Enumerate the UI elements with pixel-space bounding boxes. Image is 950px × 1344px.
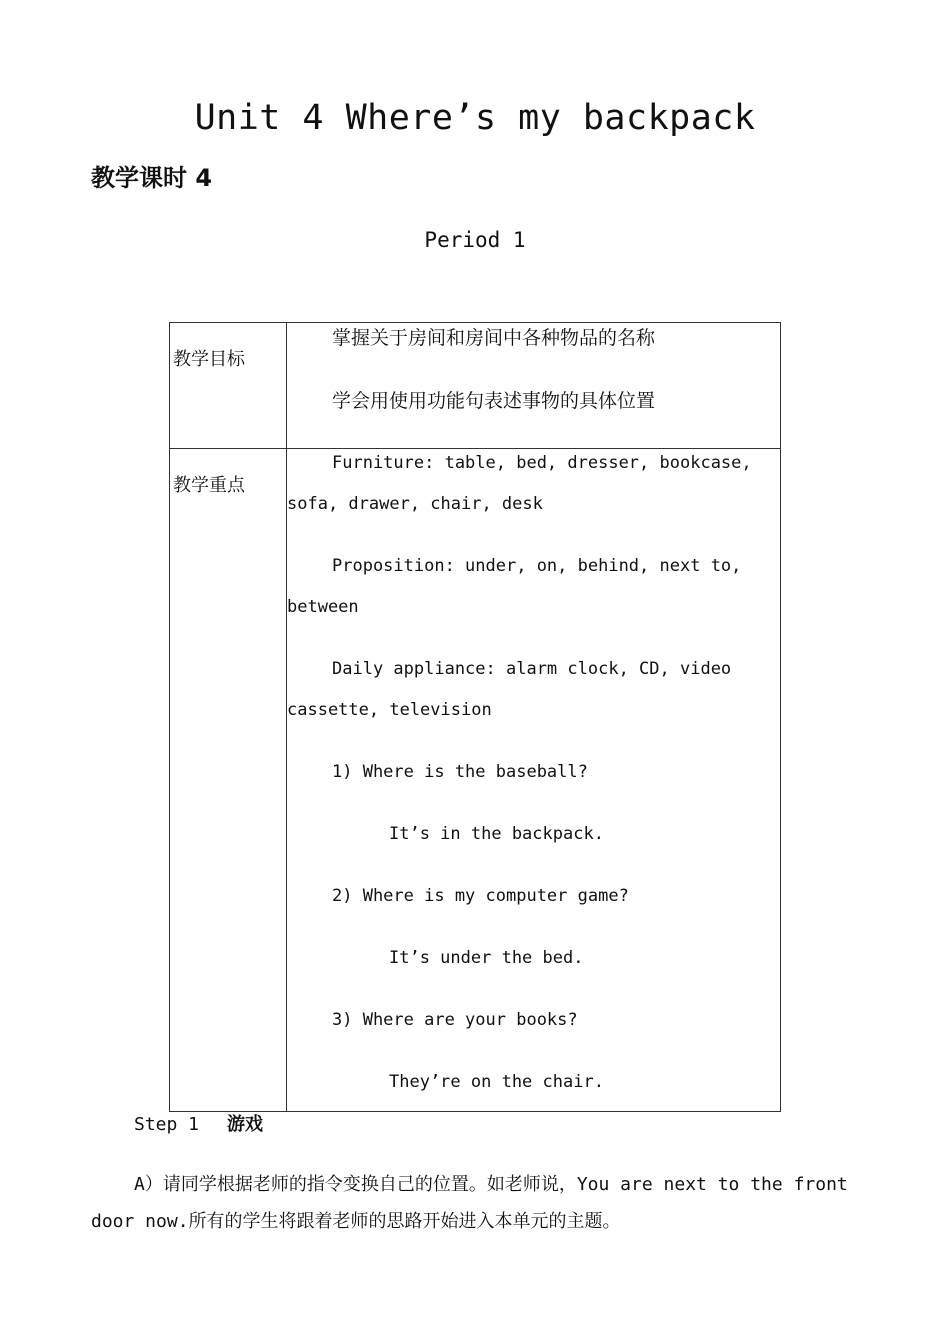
- objective-line: 掌握关于房间和房间中各种物品的名称: [332, 327, 656, 349]
- proposition-text: Proposition: under, on, behind, next to, between: [287, 556, 742, 617]
- answer-1: It’s in the backpack.: [389, 824, 604, 844]
- step-heading: [134, 1110, 263, 1136]
- furniture-text: Furniture: table, bed, dresser, bookcase, sofa, drawer, chair, desk: [287, 453, 752, 514]
- objectives-cell: [287, 323, 781, 449]
- table-row: [170, 323, 781, 449]
- step-label: Step 1: [134, 1114, 200, 1135]
- question-2: 2) Where is my computer game?: [332, 886, 629, 906]
- period-heading: Period 1: [424, 228, 526, 252]
- document-title: Unit 4 Where’s my backpack: [194, 98, 756, 138]
- lesson-hour-subtitle: 教学课时 4: [91, 164, 213, 192]
- key-points-cell: [287, 449, 781, 1112]
- table-row: [170, 449, 781, 1112]
- step-paragraph: A）请同学根据老师的指令变换自己的位置。如老师说，You are next to the front door now.所有的学生将跟着老师的思路开始进入本单元的主题。: [91, 1174, 848, 1232]
- objective-line: 学会用使用功能句表述事物的具体位置: [332, 390, 656, 412]
- question-3: 3) Where are your books?: [332, 1010, 578, 1030]
- objectives-label: 教学目标: [170, 323, 287, 449]
- answer-2: It’s under the bed.: [389, 948, 584, 968]
- appliance-text: Daily appliance: alarm clock, CD, video cassette, television: [287, 659, 732, 720]
- question-1: 1) Where is the baseball?: [332, 762, 588, 782]
- lesson-table: [169, 322, 781, 1112]
- answer-3: They’re on the chair.: [389, 1072, 604, 1092]
- step-name: 游戏: [227, 1114, 264, 1135]
- key-points-label: 教学重点: [170, 449, 287, 1112]
